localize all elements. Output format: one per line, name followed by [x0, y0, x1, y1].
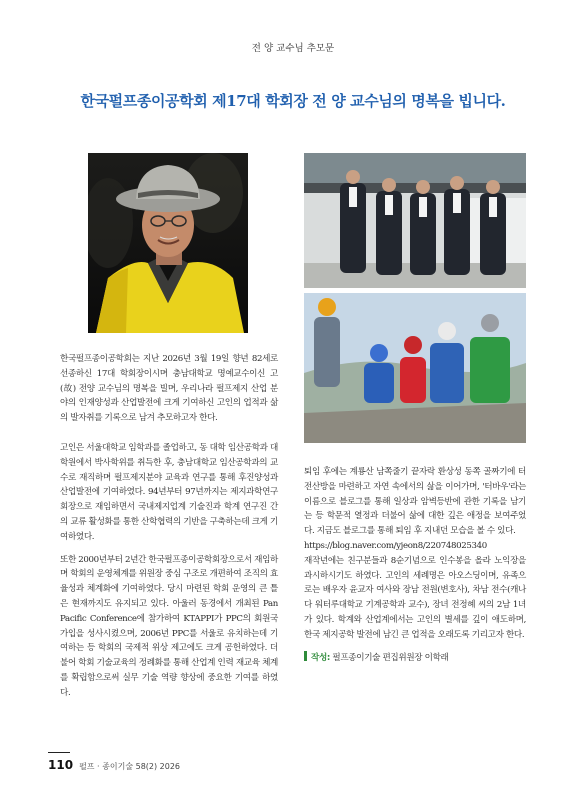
paragraph-retirement: 퇴임 후에는 계룡산 남쪽줄기 끝자락 환상성 동쪽 골짜기에 터전산방을 마련하고 자연 속에서의 삶을 이어가며, '터바우'라는 이름으로 블로그를 통해 일상과 암벽등반에 관한 기록을 남기는 등 학문적 열정과 더불어 삶에 대한 깊은 애정을 보여주었다. 지금도 블로그를 통해 퇴임 후 지내던 모습을 볼 수 있다.	[304, 467, 526, 537]
paragraph-career: 고인은 서울대학교 임학과를 졸업하고, 동 대학 임산공학과 대학원에서 박사학위를 취득한 후, 충남대학교 임산공학과의 교수로 재직하며 펄프제지분야 교육과 연구를 통해 후진양성과 산업발전에 기여하였다. 94년부터 97년까지는 제지과학연구회장으로 재임하면서 국내제지업계 기술진과 학계 연구진 간의 교류 활성화를 통한 산학협력의 기반을 구축하는데 크게 기여하였다.	[60, 442, 278, 542]
portrait-photo	[88, 153, 248, 333]
author-line	[304, 651, 526, 666]
page-number: 110	[48, 758, 74, 772]
author-name: 펄프종이기술 편집위원장 이학래	[332, 652, 449, 663]
section-header: 전 양 교수님 추모문	[251, 43, 335, 54]
right-text-column	[304, 465, 526, 665]
group-illustration	[304, 153, 526, 288]
footer-rule	[48, 752, 70, 753]
paragraph-presidency: 또한 2000년부터 2년간 한국펄프종이공학회장으로서 재임하며 학회의 운영체계를 위원장 중심 구조로 개편하여 조직의 효율성과 체계화에 기여하였다. 당시 마련된 학회 운영의 큰 틀은 현재까지도 유지되고 있다. 아울러 동경에서 개최된 Pan Pacific Conference에 참가하여 KTAPPI가 PPC의 회원국 가입을 성사시켰으며, 2006년 PPC를 서울로 유치하는데 기여하는 등 학회의 국제적 위상 제고에도 크게 공헌하였다. 더불어 학회 기술교육의 정례화를 통해 산업계 인력 재교육 체계를 확립함으로써 실무 기술 역량 향상에 중요한 기여를 하였다.	[60, 554, 279, 698]
journal-name: 펄프 · 종이기술 58(2) 2026	[79, 762, 181, 771]
paragraph-family: 재작년에는 친구분들과 8순기념으로 인수봉을 올라 노익장을 과시하시기도 하였다. 고인의 세례명은 아오스딩이며, 유족으로는 배우자 윤교자 여사와 장남 전원(변호사), 차남 전수(캐나다 워터루대학교 기계공학과 교수), 장녀 전정혜 씨의 2남 1녀가 있다. 학계와 산업계에서는 고인의 별세를 깊이 애도하며, 한국 제지공학 발전에 남긴 큰 업적을 오래도록 기리고자 한다.	[304, 555, 526, 640]
left-text-column	[60, 352, 278, 701]
author-marker-icon	[304, 651, 307, 661]
portrait-illustration	[88, 153, 248, 333]
climbing-illustration	[304, 293, 526, 443]
page-footer	[48, 758, 180, 772]
author-label: 작성:	[311, 652, 330, 663]
blog-url: https://blog.naver.com/yjeon8/220748025340	[304, 540, 487, 551]
climbing-photo	[304, 293, 526, 443]
group-photo	[304, 153, 526, 288]
page-title: 한국펄프종이공학회 제17대 학회장 전 양 교수님의 명복을 빕니다.	[80, 92, 506, 110]
paragraph-intro: 한국펄프종이공학회는 지난 2026년 3월 19일 향년 82세로 선종하신 17대 학회장이시며 충남대학교 명예교수이신 고(故) 전양 교수님의 명복을 빌며, 우리나라 펄프제지 산업 분야의 인재양성과 산업발전에 크게 기여하신 고인의 업적과 삶의 발자취를 기록으로 남겨 추모하고자 한다.	[60, 354, 278, 424]
